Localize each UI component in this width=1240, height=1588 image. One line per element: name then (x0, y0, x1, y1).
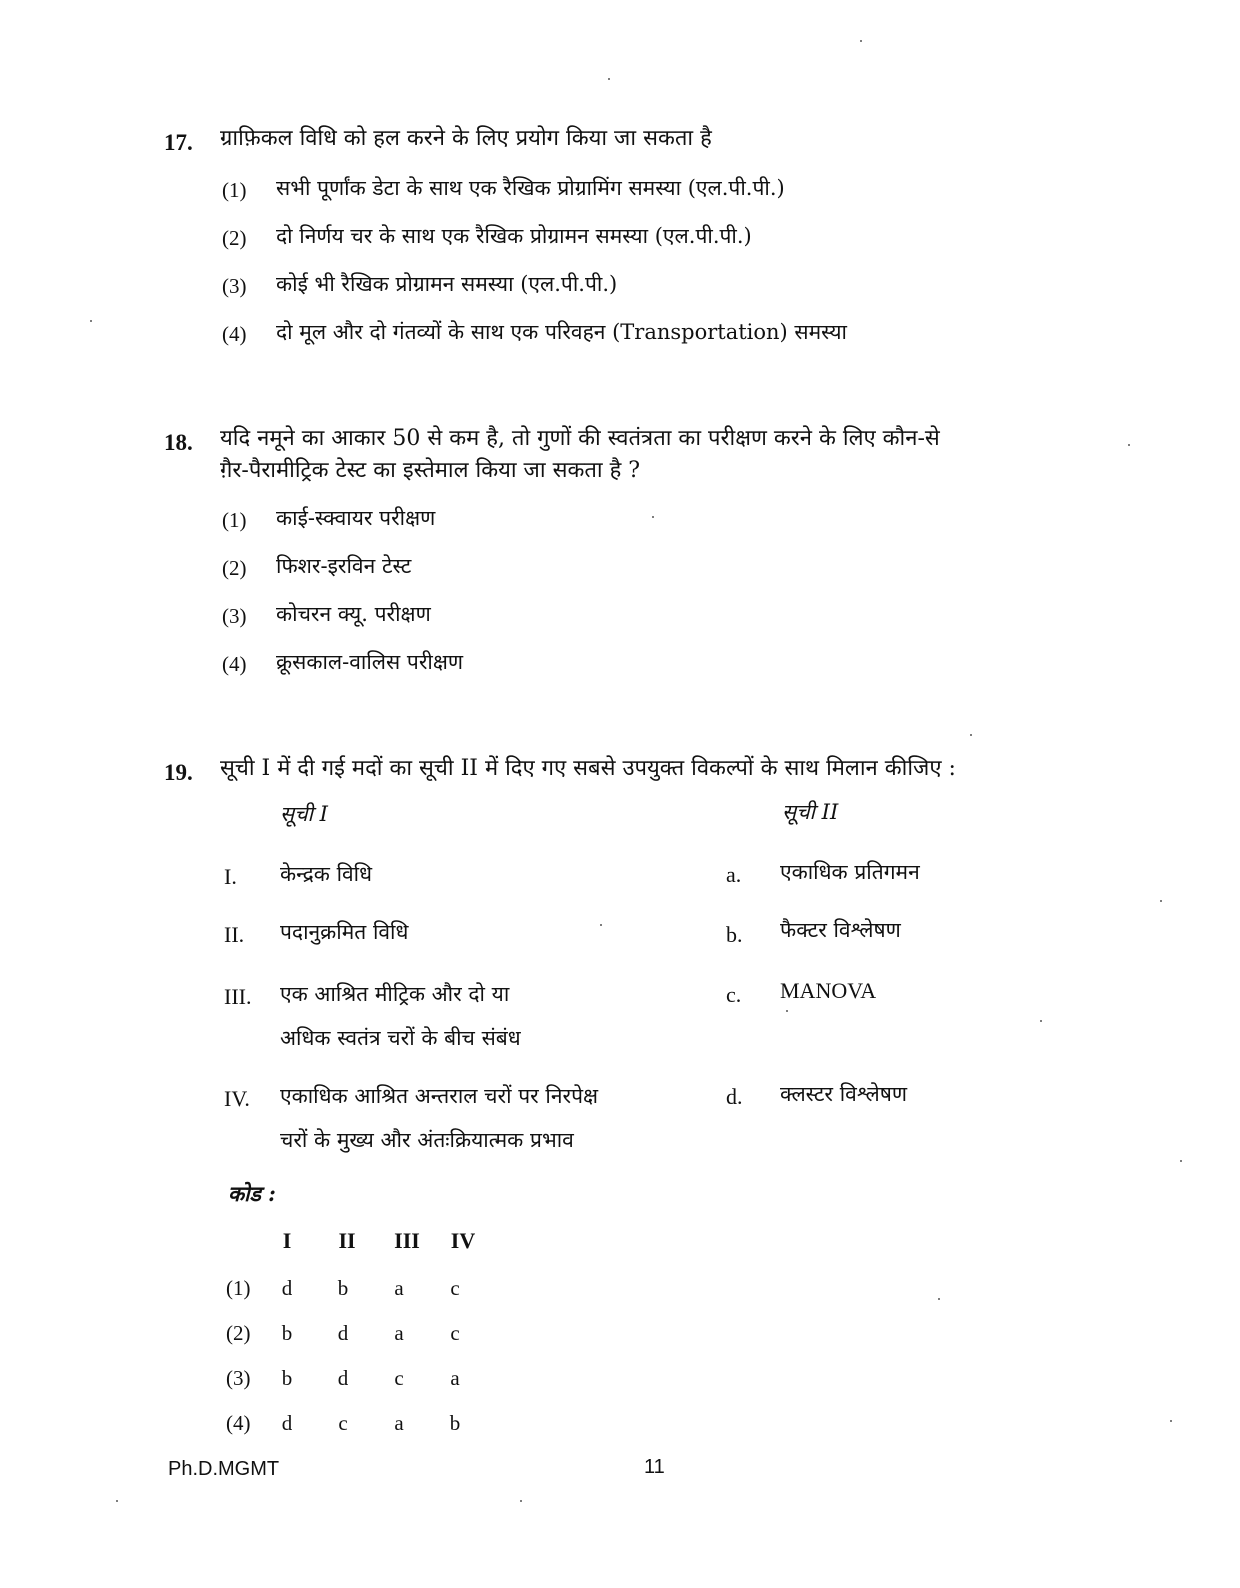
question-text: ग्राफ़िकल विधि को हल करने के लिए प्रयोग किया जा सकता है (220, 126, 712, 151)
code-value: d (337, 1321, 349, 1345)
question-text: सूची I में दी गई मदों का सूची II में दिए गए सबसे उपयुक्त विकल्पों के साथ मिलान कीजिए : (220, 756, 956, 781)
option-number: (1) (222, 508, 247, 532)
code-value: c (450, 1321, 460, 1345)
list-2-item: एकाधिक प्रतिगमन (780, 860, 920, 884)
question-number: 17. (164, 130, 193, 155)
question-text-line-1: यदि नमूने का आकार 50 से कम है, तो गुणों की स्वतंत्रता का परीक्षण करने के लिए कौन-से (220, 426, 940, 451)
option-text: दो निर्णय चर के साथ एक रैखिक प्रोग्रामन समस्या (एल.पी.पी.) (276, 224, 752, 248)
list-2-label: a. (726, 862, 742, 887)
code-option-number: (3) (226, 1366, 251, 1390)
code-value: b (281, 1366, 293, 1390)
list-1-item: केन्द्रक विधि (280, 862, 373, 886)
option-number: (2) (222, 556, 247, 580)
code-value: c (450, 1276, 460, 1300)
list-1-label: IV. (224, 1086, 250, 1111)
option-text: काई-स्क्वायर परीक्षण (276, 506, 436, 530)
list-1-item: पदानुक्रमित विधि (280, 920, 409, 944)
code-value: d (281, 1276, 293, 1300)
codes-header: I (282, 1228, 292, 1253)
list-2-item: फैक्टर विश्लेषण (780, 918, 901, 942)
code-option-number: (1) (226, 1276, 251, 1300)
option-text: दो मूल और दो गंतव्यों के साथ एक परिवहन (Transportation) समस्या (276, 320, 847, 344)
code-value: a (394, 1411, 404, 1435)
codes-label: कोड : (228, 1181, 276, 1206)
list-2-item: MANOVA (780, 978, 877, 1003)
footer-course-code: Ph.D.MGMT (168, 1458, 280, 1480)
codes-header: II (338, 1228, 356, 1253)
option-text: क्रूसकाल-वालिस परीक्षण (276, 650, 464, 674)
option-number: (1) (222, 178, 247, 202)
list-2-heading: सूची II (782, 800, 839, 824)
option-number: (3) (222, 274, 247, 298)
code-value: b (337, 1276, 349, 1300)
list-1-heading: सूची I (280, 802, 328, 826)
list-2-label: b. (726, 922, 743, 947)
list-1-item: एकाधिक आश्रित अन्तराल चरों पर निरपेक्ष (280, 1084, 599, 1108)
option-number: (4) (222, 322, 247, 346)
list-1-item: एक आश्रित मीट्रिक और दो या (280, 982, 510, 1006)
codes-header: IV (450, 1228, 476, 1253)
list-1-item-continued: चरों के मुख्य और अंतःक्रियात्मक प्रभाव (280, 1128, 574, 1152)
code-option-number: (4) (226, 1411, 251, 1435)
list-1-label: II. (224, 922, 245, 947)
question-number: 19. (164, 760, 193, 785)
option-number: (2) (222, 226, 247, 250)
code-value: d (337, 1366, 349, 1390)
code-value: a (394, 1321, 404, 1345)
question-text-line-2: ग़ैर-पैरामीट्रिक टेस्ट का इस्तेमाल किया जा सकता है ? (220, 458, 641, 483)
code-option-number: (2) (226, 1321, 251, 1345)
option-number: (4) (222, 652, 247, 676)
list-1-item-continued: अधिक स्वतंत्र चरों के बीच संबंध (280, 1026, 521, 1050)
code-value: a (450, 1366, 460, 1390)
list-2-label: d. (726, 1084, 743, 1109)
list-1-label: III. (224, 984, 252, 1009)
question-number: 18. (164, 430, 193, 455)
code-value: b (449, 1411, 461, 1435)
code-value: d (281, 1411, 293, 1435)
page-number: 11 (644, 1456, 665, 1478)
option-text: कोचरन क्यू. परीक्षण (276, 602, 431, 626)
list-2-item: क्लस्टर विश्लेषण (780, 1082, 908, 1106)
option-text: सभी पूर्णांक डेटा के साथ एक रैखिक प्रोग्रामिंग समस्या (एल.पी.पी.) (276, 176, 785, 200)
code-value: a (394, 1276, 404, 1300)
option-text: फिशर-इरविन टेस्ट (276, 554, 412, 578)
option-number: (3) (222, 604, 247, 628)
list-1-label: I. (224, 864, 237, 889)
code-value: b (281, 1321, 293, 1345)
code-value: c (394, 1366, 404, 1390)
option-text: कोई भी रैखिक प्रोग्रामन समस्या (एल.पी.पी.) (276, 272, 618, 296)
list-2-label: c. (726, 982, 742, 1007)
code-value: c (338, 1411, 348, 1435)
codes-header: III (394, 1228, 420, 1253)
